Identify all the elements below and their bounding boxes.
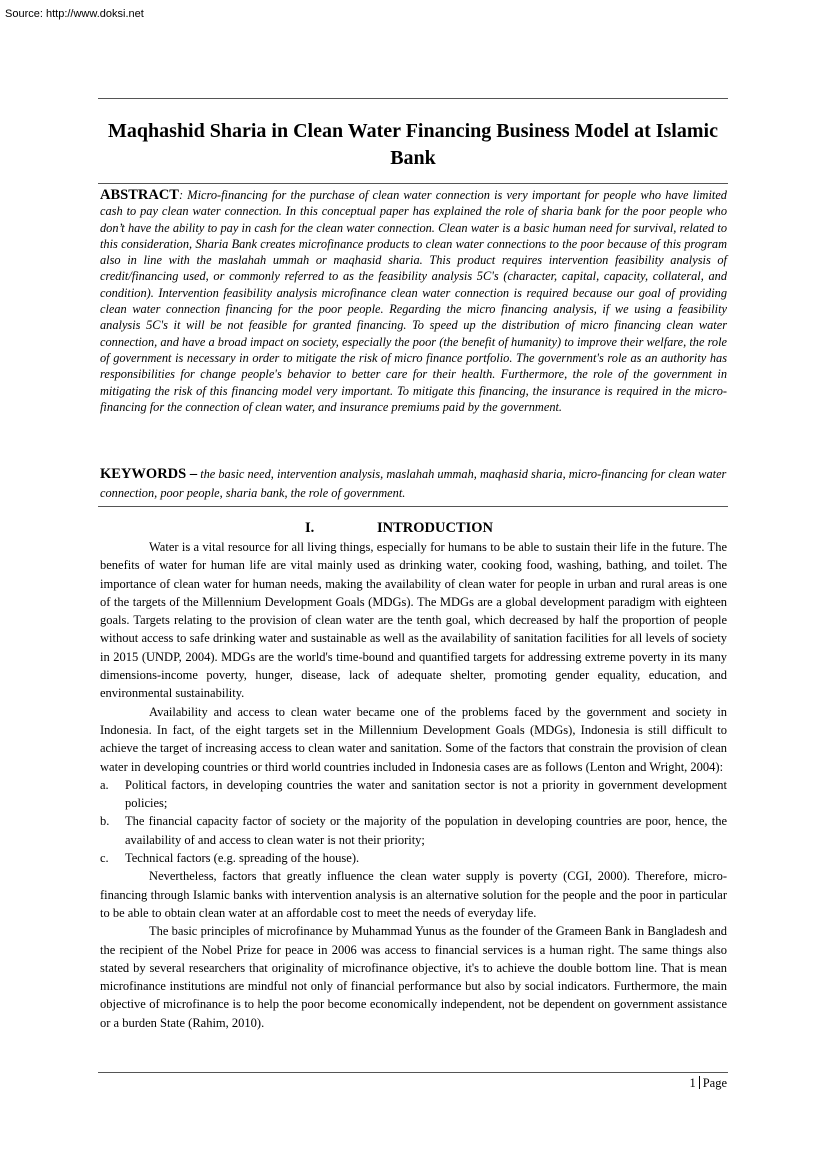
list-text: Technical factors (e.g. spreading of the house). (125, 851, 360, 866)
list-marker: c. (100, 851, 109, 866)
paper-title: Maqhashid Sharia in Clean Water Financing Business Model at Islamic Bank (108, 120, 718, 169)
keywords-text: the basic need, intervention analysis, maslahah ummah, maqhasid sharia, micro-financing for clean water connection, poor people, sharia bank, the role of government. (100, 467, 727, 500)
introduction-body (100, 538, 727, 1032)
list-marker: b. (100, 814, 110, 829)
abstract (100, 187, 727, 415)
section-number: I. (305, 520, 315, 536)
list-item (100, 776, 727, 813)
page-number: 1 (689, 1076, 696, 1090)
abstract-top-rule (98, 183, 728, 184)
keywords (100, 465, 727, 503)
abstract-label: ABSTRACT (100, 187, 179, 203)
page-label: Page (702, 1076, 727, 1090)
paragraph: Availability and access to clean water became one of the problems faced by the government and society in Indonesia. In fact, of the eight targets set in the Millennium Development Goals (MDGs), Indonesia is still difficult to achieve the target of increasing access to clean water and sanitation. Some of the factors that constrain the provision of clean water in developing countries or third world countries included in Indonesia cases are as follows (Lenton and Wright, 2004): (100, 704, 727, 774)
list-item (100, 849, 727, 867)
abstract-text: Micro-financing for the purchase of clean water connection is very important for people who have limited cash to pay clean water connection. In this conceptual paper has explained the role of sharia bank for the poor people who don’t have the ability to pay in cash for the clean water connection. Clean water is a basic human need for survival, related to this consideration, Sharia Bank creates microfinance products to clean water connections to the poor because of this program also in line with the maslahah ummah or maqhasid sharia. This product requires intervention feasibility analysis of credit/financing used, or commonly referred to as the feasibility analysis 5C's (character, capital, capacity, collateral, and condition). Intervention feasibility analysis microfinance clean water connection is required because our goal of providing clean water connection financing for the poor people. Regarding the micro financing analysis, if we using a feasibility analysis 5C's it will be not feasible for granted financing. To speed up the distribution of micro financing clean water connection, and have a broad impact on society, especially the poor (the benefit of humanity) to improve their welfare, the role of government is necessary in order to mitigate the risk of micro finance portfolio. The government's role as an authority has responsibilities for change people's behavior to better care for their health. Furthermore, the role of the government in mitigating the risk of this financing model very important. To mitigate this financing, the insurance is required in the micro-financing for the connection of clean water, and insurance premiums paid by the government. (100, 188, 727, 414)
section-title: INTRODUCTION (377, 520, 494, 536)
page-footer (689, 1076, 727, 1091)
top-rule (98, 98, 728, 99)
keywords-label: KEYWORDS – (100, 466, 198, 482)
list-item (100, 812, 727, 849)
list-text: Political factors, in developing countries the water and sanitation sector is not a priority in government development policies; (125, 777, 727, 811)
paragraph: Nevertheless, factors that greatly influence the clean water supply is poverty (CGI, 2000). Therefore, micro-financing through Islamic banks with intervention analysis is an alternative solution for the people and the poor in particular to be able to obtain clean water at an affordable cost to meet the needs of everyday life. (100, 869, 727, 920)
keywords-bottom-rule (98, 506, 728, 507)
footer-rule (98, 1072, 728, 1073)
paragraph: The basic principles of microfinance by Muhammad Yunus as the founder of the Grameen Bank in Bangladesh and the recipient of the Nobel Prize for peace in 2006 was access to financial services is a human right. The same things also stated by several researchers that originality of microfinance objective, it's to achieve the double bottom line. That is mean microfinance institutions are mindful not only of financial performance but also by social indicators. Furthermore, the main objective of microfinance is to help the poor become economically independent, not be dependent on government assistance or a burden State (Rahim, 2010). (100, 924, 727, 1030)
abstract-colon: : (178, 188, 184, 202)
source-url: Source: http://www.doksi.net (5, 8, 144, 20)
section-heading (305, 520, 493, 537)
list-marker: a. (100, 777, 109, 792)
list-text: The financial capacity factor of society or the majority of the population in developing countries are poor, hence, the availability of and access to clean water is not their priority; (125, 814, 727, 847)
paragraph: Water is a vital resource for all living things, especially for humans to be able to sustain their life in the future. The benefits of water for human life are vital mainly used as drinking water, cooking food, washing, bathing, and toilet. The importance of clean water for human needs, making the availability of clean water for people in urban and rural areas is one of the targets of the Millennium Development Goals (MDGs). The MDGs are a global development paradigm with eighteen goals. Targets relating to the provision of clean water are the tenth goal, which decreased by half the proportion of people without access to safe drinking water and sustainable as well as the availability of sanitation facilities for all levels of society in 2015 (UNDP, 2004). MDGs are the world's time-bound and quantified targets for addressing extreme poverty in its many dimensions-income poverty, hunger, disease, lack of adequate shelter, promoting gender equality, education, and environmental sustainability. (100, 540, 727, 701)
footer-divider (699, 1076, 700, 1089)
